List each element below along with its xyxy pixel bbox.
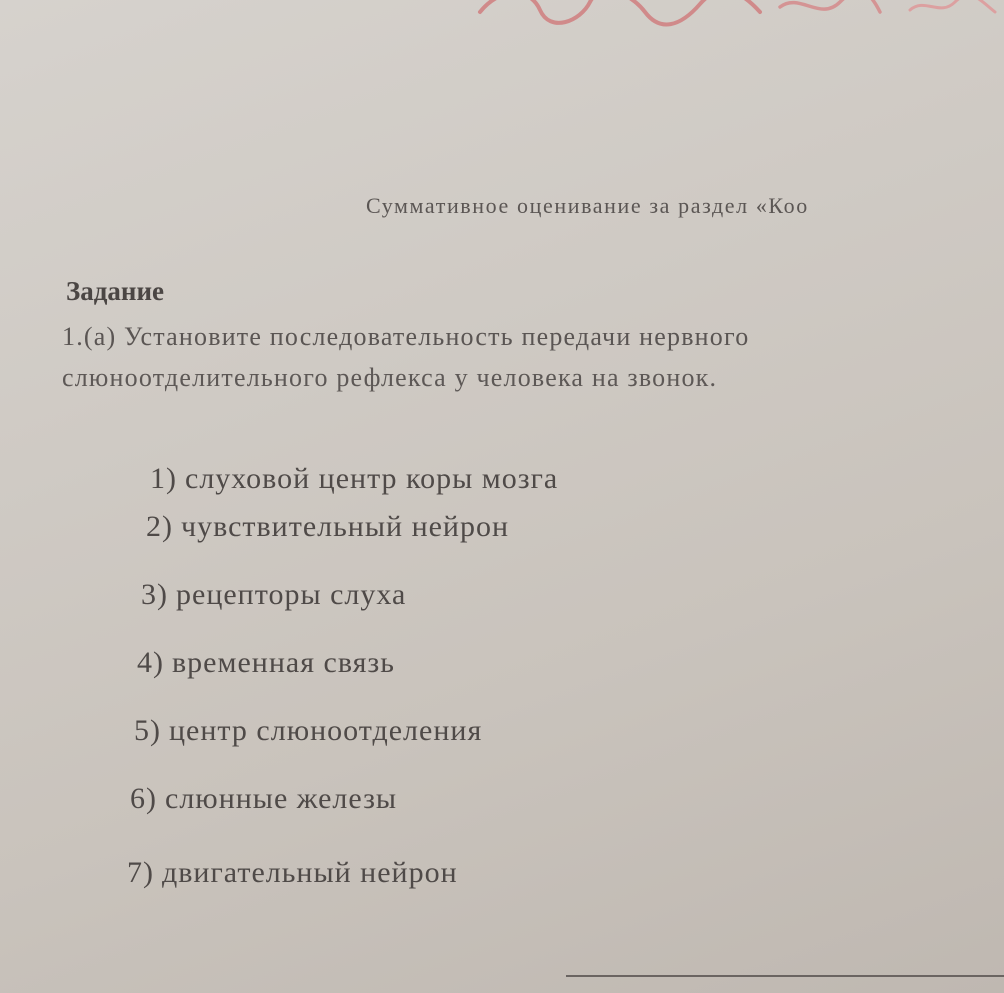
task-heading: Задание: [66, 276, 165, 306]
list-item: [150, 462, 558, 496]
item-number: 1): [150, 462, 177, 495]
item-text: слуховой центр коры мозга: [185, 462, 559, 495]
item-number: 5): [134, 714, 161, 747]
item-number: 4): [137, 646, 164, 679]
item-number: 3): [141, 578, 168, 611]
item-text: чувствительный нейрон: [181, 510, 510, 543]
section-header: Суммативное оценивание за раздел «Коо: [366, 193, 809, 218]
item-number: 2): [146, 510, 173, 543]
item-text: слюнные железы: [165, 782, 398, 815]
task-instruction-line-1: 1.(а) Установите последовательность передачи нервного: [62, 322, 750, 351]
answer-underline: [566, 975, 1004, 977]
list-item: [146, 510, 509, 544]
item-text: двигательный нейрон: [162, 856, 458, 889]
item-text: рецепторы слуха: [176, 578, 407, 611]
list-item: [127, 856, 458, 890]
item-number: 6): [130, 782, 157, 815]
list-item: [141, 578, 406, 612]
task-instruction-line-2: слюноотделительного рефлекса у человека на звонок.: [62, 363, 718, 392]
item-text: центр слюноотделения: [169, 714, 483, 747]
item-number: 7): [127, 856, 154, 889]
item-text: временная связь: [172, 646, 395, 679]
list-item: [137, 646, 395, 680]
list-item: [134, 714, 482, 748]
list-item: [130, 782, 397, 816]
